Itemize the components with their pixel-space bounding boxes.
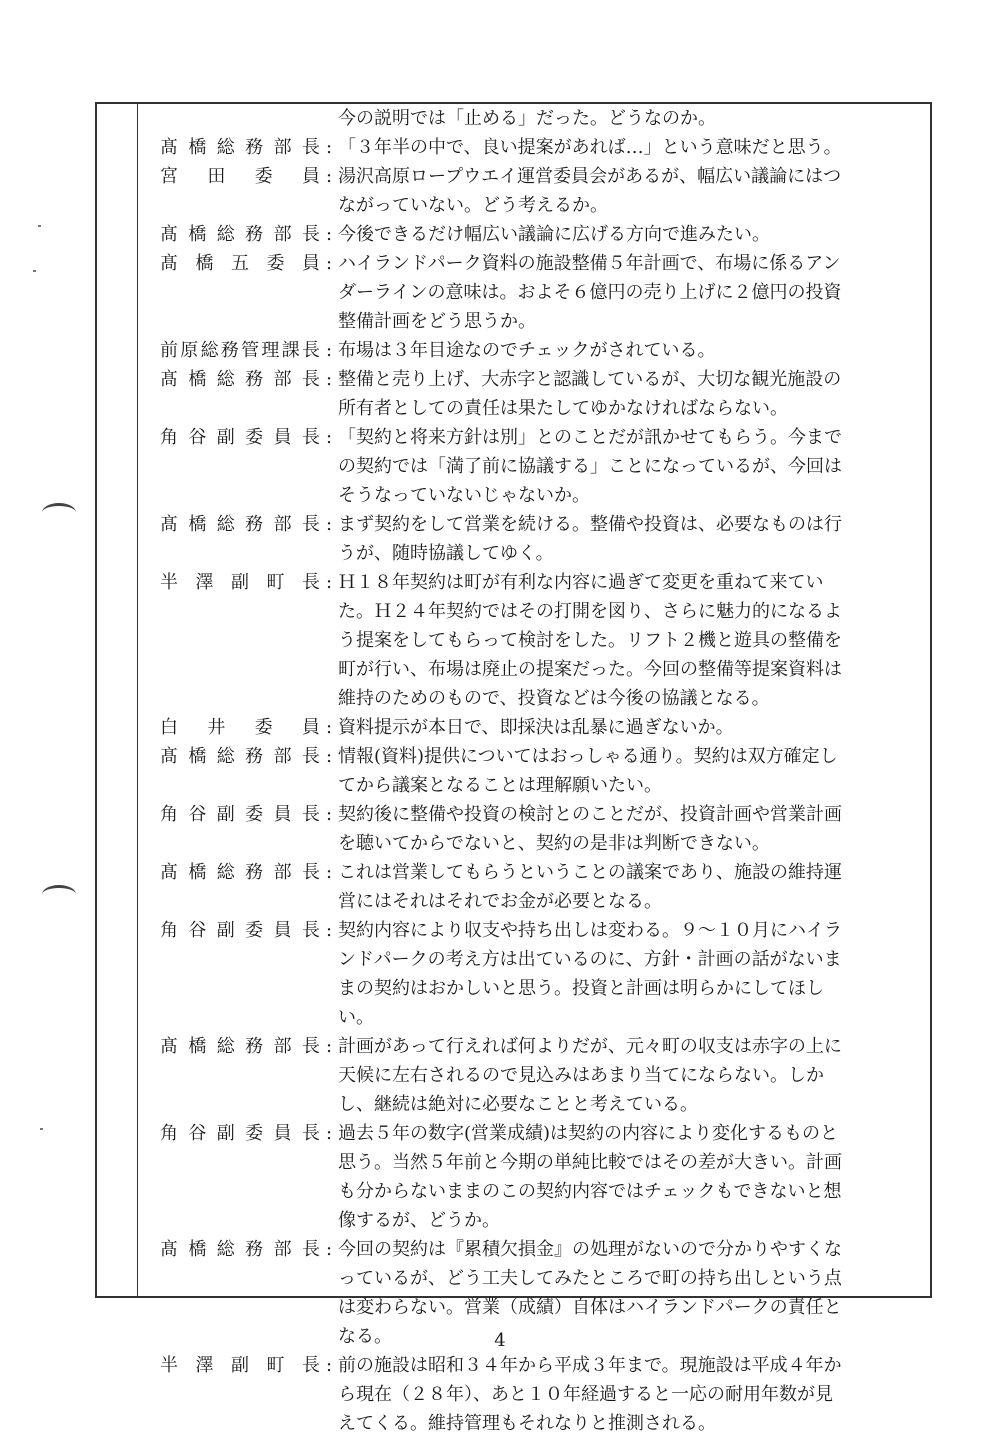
minutes-line <box>160 162 930 191</box>
speaker-label: 髙 橋 総 務 部 長 <box>160 862 320 883</box>
statement-text: 維持のためのもので、投資などは今後の協議となる。 <box>338 688 770 709</box>
statement-text: ら現在（２８年）、あと１０年経過すると一応の耐用年数が見 <box>338 1384 833 1405</box>
scan-speck <box>38 225 41 227</box>
margin-rule <box>137 104 138 1296</box>
minutes-continuation-line <box>160 1206 930 1235</box>
speaker-colon: : <box>325 224 333 245</box>
statement-text: ハイランドパーク資料の施設整備５年計画で、布場に係るアン <box>338 253 841 274</box>
statement-text: 天候に左右されるので見込みはあまり当てにならない。しか <box>338 1065 824 1086</box>
minutes-line <box>160 133 930 162</box>
speaker-label: 半 澤 副 町 長 <box>160 572 320 593</box>
minutes-line <box>160 916 930 945</box>
speaker-colon: : <box>325 514 333 535</box>
speaker-colon: : <box>325 369 333 390</box>
minutes-continuation-line <box>160 1177 930 1206</box>
minutes-continuation-line <box>160 1380 930 1409</box>
minutes-continuation-line <box>160 1293 930 1322</box>
minutes-line <box>160 800 930 829</box>
speaker-colon: : <box>325 253 333 274</box>
speaker-colon: : <box>325 746 333 767</box>
minutes-line <box>160 249 930 278</box>
statement-text: Ｈ１８年契約は町が有利な内容に過ぎて変更を重ねて来てい <box>338 572 824 593</box>
minutes-line <box>160 742 930 771</box>
speaker-colon: : <box>325 920 333 941</box>
minutes-line <box>160 858 930 887</box>
speaker-label: 髙 橋 総 務 部 長 <box>160 224 320 245</box>
speaker-label: 前 原 総 務 管 理 課 長 <box>160 340 320 361</box>
minutes-continuation-line <box>160 1061 930 1090</box>
statement-text: ンドパークの考え方は出ているのに、方針・計画の話がないま <box>338 949 842 970</box>
minutes-continuation-line <box>160 394 930 423</box>
minutes-continuation-line <box>160 1264 930 1293</box>
minutes-content <box>160 104 930 1438</box>
statement-text: い。 <box>338 1007 374 1028</box>
statement-text: これは営業してもらうということの議案であり、施設の維持運 <box>338 862 842 883</box>
speaker-label: 半 澤 副 町 長 <box>160 1355 320 1376</box>
statement-text: 計画があって行えれば何よりだが、元々町の収支は赤字の上に <box>338 1036 842 1057</box>
minutes-continuation-line <box>160 278 930 307</box>
speaker-label: 髙 橋 総 務 部 長 <box>160 1239 320 1260</box>
statement-text: 整備と売り上げ、大赤字と認識しているが、大切な観光施設の <box>338 369 842 390</box>
speaker-colon: : <box>325 1036 333 1057</box>
statement-text: てから議案となることは理解願いたい。 <box>338 775 662 796</box>
statement-text: は変わらない。営業（成績）自体はハイランドパークの責任と <box>338 1297 842 1318</box>
statement-text: 資料提示が本日で、即採決は乱暴に過ぎないか。 <box>338 717 734 738</box>
speaker-label: 髙 橋 総 務 部 長 <box>160 369 320 390</box>
speaker-label: 髙 橋 五 委 員 <box>160 253 320 274</box>
minutes-continuation-line <box>160 1148 930 1177</box>
speaker-label: 髙 橋 総 務 部 長 <box>160 514 320 535</box>
minutes-line <box>160 365 930 394</box>
statement-text: を聴いてからでないと、契約の是非は判断できない。 <box>338 833 770 854</box>
minutes-continuation-line <box>160 452 930 481</box>
statement-text: なる。 <box>338 1326 392 1347</box>
speaker-label: 宮 田 委 員 <box>160 166 320 187</box>
speaker-label: 角 谷 副 委 員 長 <box>160 427 320 448</box>
statement-text: まず契約をして営業を続ける。整備や投資は、必要なものは行 <box>338 514 842 535</box>
minutes-line <box>160 568 930 597</box>
minutes-continuation-line <box>160 684 930 713</box>
statement-text: 営にはそれはそれでお金が必要となる。 <box>338 891 662 912</box>
statement-text: ダーラインの意味は。およそ６億円の売り上げに２億円の投資 <box>338 282 842 303</box>
speaker-colon: : <box>325 572 333 593</box>
minutes-continuation-line <box>160 974 930 1003</box>
minutes-continuation-line <box>160 655 930 684</box>
statement-text: 「３年半の中で、良い提案があれば…」という意味だと思う。 <box>338 137 842 158</box>
statement-text: っているが、どう工夫してみたところで町の持ち出しという点 <box>338 1268 842 1289</box>
scan-speck <box>33 270 36 272</box>
minutes-continuation-line <box>160 191 930 220</box>
speaker-colon: : <box>325 166 333 187</box>
speaker-colon: : <box>325 1355 333 1376</box>
statement-text: 布場は３年目途なのでチェックがされている。 <box>338 340 716 361</box>
speaker-colon: : <box>325 717 333 738</box>
minutes-line <box>160 713 930 742</box>
speaker-colon: : <box>325 1123 333 1144</box>
statement-text: 契約内容により収支や持ち出しは変わる。９～１０月にハイラ <box>338 920 842 941</box>
statement-text: 思う。当然５年前と今期の単純比較ではその差が大きい。計画 <box>338 1152 842 1173</box>
statement-text: た。Ｈ２４年契約ではその打開を図り、さらに魅力的になるよ <box>338 601 842 622</box>
speaker-label: 白 井 委 員 <box>160 717 320 738</box>
statement-text: の契約では「満了前に協議する」ことになっているが、今回は <box>338 456 842 477</box>
minutes-line <box>160 423 930 452</box>
speaker-label: 角 谷 副 委 員 長 <box>160 1123 320 1144</box>
statement-text: 整備計画をどう思うか。 <box>338 311 536 332</box>
statement-text: まの契約はおかしいと思う。投資と計画は明らかにしてほし <box>338 978 824 999</box>
minutes-line <box>160 1119 930 1148</box>
minutes-continuation-line <box>160 829 930 858</box>
statement-text: 今後できるだけ幅広い議論に広げる方向で進みたい。 <box>338 224 770 245</box>
minutes-continuation-line <box>160 626 930 655</box>
statement-text: 町が行い、布場は廃止の提案だった。今回の整備等提案資料は <box>338 659 842 680</box>
speaker-colon: : <box>325 137 333 158</box>
minutes-line <box>160 336 930 365</box>
statement-text: 「契約と将来方針は別」とのことだが訊かせてもらう。今まで <box>338 427 842 448</box>
minutes-continuation-line <box>160 307 930 336</box>
minutes-line <box>160 1351 930 1380</box>
speaker-colon: : <box>325 804 333 825</box>
statement-text: 今回の契約は『累積欠損金』の処理がないので分かりやすくな <box>338 1239 842 1260</box>
statement-text: 契約後に整備や投資の検討とのことだが、投資計画や営業計画 <box>338 804 842 825</box>
statement-text: 前の施設は昭和３４年から平成３年まで。現施設は平成４年か <box>338 1355 842 1376</box>
statement-text: 所有者としての責任は果たしてゆかなければならない。 <box>338 398 788 419</box>
statement-text: 湯沢高原ロープウエイ運営委員会があるが、幅広い議論にはつ <box>338 166 842 187</box>
minutes-continuation-line <box>160 771 930 800</box>
statement-text: ながっていない。どう考えるか。 <box>338 195 608 216</box>
statement-text: 今の説明では「止める」だった。どうなのか。 <box>338 108 716 129</box>
minutes-line <box>160 1235 930 1264</box>
minutes-continuation-line <box>160 1090 930 1119</box>
speaker-label: 髙 橋 総 務 部 長 <box>160 746 320 767</box>
minutes-continuation-line <box>160 1003 930 1032</box>
speaker-label: 髙 橋 総 務 部 長 <box>160 137 320 158</box>
minutes-line <box>160 510 930 539</box>
punch-hole-mark <box>42 885 76 904</box>
speaker-label: 角 谷 副 委 員 長 <box>160 920 320 941</box>
statement-text: 情報(資料)提供についてはおっしゃる通り。契約は双方確定し <box>338 746 838 767</box>
punch-hole-mark <box>42 503 76 522</box>
statement-text: うが、随時協議してゆく。 <box>338 543 554 564</box>
speaker-colon: : <box>325 340 333 361</box>
statement-text: えてくる。維持管理もそれなりと推測される。 <box>338 1413 716 1434</box>
statement-text: し、継続は絶対に必要なことと考えている。 <box>338 1094 698 1115</box>
speaker-colon: : <box>325 1239 333 1260</box>
minutes-continuation-line <box>160 597 930 626</box>
minutes-continuation-line <box>160 481 930 510</box>
minutes-continuation-line <box>160 539 930 568</box>
speaker-label: 髙 橋 総 務 部 長 <box>160 1036 320 1057</box>
statement-text: そうなっていないじゃないか。 <box>338 485 590 506</box>
speaker-colon: : <box>325 427 333 448</box>
statement-text: も分からないままのこの契約内容ではチェックもできないと想 <box>338 1181 842 1202</box>
minutes-continuation-line <box>160 1409 930 1438</box>
minutes-continuation-line <box>160 104 930 133</box>
minutes-line <box>160 1032 930 1061</box>
minutes-line <box>160 220 930 249</box>
minutes-continuation-line <box>160 887 930 916</box>
page-number: 4 <box>494 1330 506 1351</box>
speaker-label: 角 谷 副 委 員 長 <box>160 804 320 825</box>
statement-text: 像するが、どうか。 <box>338 1210 500 1231</box>
statement-text: 過去５年の数字(営業成績)は契約の内容により変化するものと <box>338 1123 839 1144</box>
minutes-continuation-line <box>160 945 930 974</box>
statement-text: う提案をしてもらって検討をした。リフト２機と遊具の整備を <box>338 630 842 651</box>
scan-speck <box>40 1128 43 1130</box>
speaker-colon: : <box>325 862 333 883</box>
